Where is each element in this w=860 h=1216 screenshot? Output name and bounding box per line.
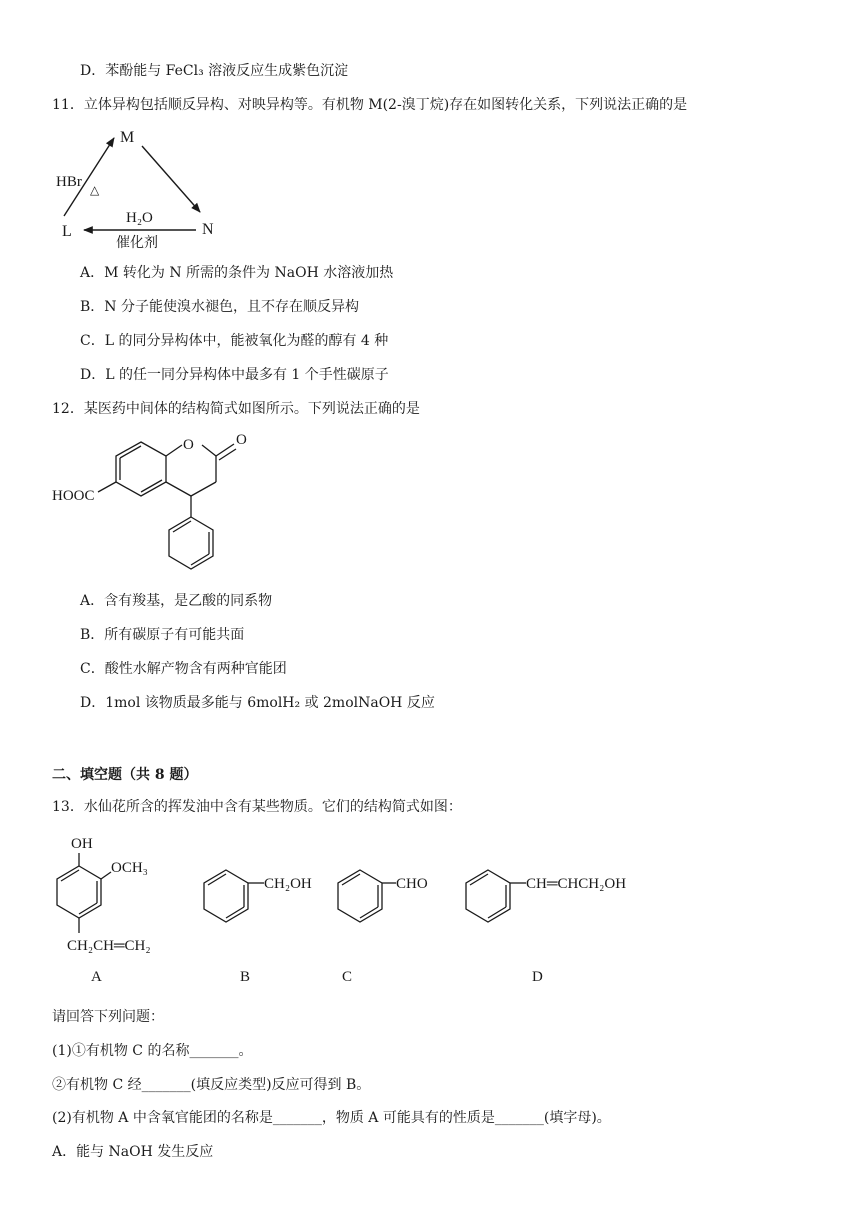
q12-structure <box>50 425 260 585</box>
q11-option-c: C．L 的同分异构体中，能被氧化为醛的醇有 4 种 <box>80 333 389 349</box>
ring-d <box>466 870 510 922</box>
q13-prompt: 请回答下列问题： <box>52 1009 164 1025</box>
q13-sub1b: ②有机物 C 经_______(填反应类型)反应可得到 B。 <box>52 1077 371 1093</box>
q13-structure-a <box>45 828 205 988</box>
q13-structure-b <box>198 858 338 988</box>
ch2oh-group: CH₂OH <box>264 876 312 892</box>
heat-symbol: △ <box>90 183 100 197</box>
ring-b <box>204 870 248 922</box>
cho-group: CHO <box>396 876 428 892</box>
label-d: D <box>532 969 543 985</box>
q13-option-a: A．能与 NaOH 发生反应 <box>52 1144 214 1160</box>
allyl-chain: CH₂CH═CH₂ <box>67 938 151 954</box>
reagent-catalyst: 催化剂 <box>116 236 158 251</box>
q11-stem: 11．立体异构包括顺反异构、对映异构等。有机物 M(2-溴丁烷)存在如图转化关系，下列说法正确的是 <box>52 97 688 113</box>
oh-group: OH <box>71 836 93 852</box>
q11-option-a: A．M 转化为 N 所需的条件为 NaOH 水溶液加热 <box>80 265 394 281</box>
q13-sub2: (2)有机物 A 中含氧官能团的名称是_______，物质 A 可能具有的性质是_______(填字母)。 <box>52 1110 611 1126</box>
node-n: N <box>202 221 214 238</box>
q12-option-c: C．酸性水解产物含有两种官能团 <box>80 661 287 677</box>
reagent-hbr: HBr <box>56 174 82 190</box>
q10-option-d: D．苯酚能与 FeCl₃ 溶液反应生成紫色沉淀 <box>80 63 349 79</box>
label-a: A <box>91 969 102 985</box>
ring-c <box>338 870 382 922</box>
q12-option-b: B．所有碳原子有可能共面 <box>80 627 245 643</box>
section-title: 二、填空题（共 8 题） <box>52 767 198 783</box>
keto-oxygen: O <box>236 432 247 448</box>
node-m: M <box>120 129 135 146</box>
q13-structure-c <box>332 858 452 988</box>
node-l: L <box>62 223 72 240</box>
q13-structure-d <box>460 858 660 988</box>
cinnamyl-group: CH═CHCH₂OH <box>526 876 627 892</box>
q11-option-b: B．N 分子能使溴水褪色，且不存在顺反异构 <box>80 299 359 315</box>
label-c: C <box>342 969 353 985</box>
benzo-ring <box>116 442 166 496</box>
q12-stem: 12．某医药中间体的结构简式如图所示。下列说法正确的是 <box>52 401 420 417</box>
q13-stem: 13．水仙花所含的挥发油中含有某些物质。它们的结构简式如图： <box>52 799 462 815</box>
q11-conversion-diagram <box>50 120 230 252</box>
arrow-m-to-n <box>142 146 200 212</box>
phenyl-ring <box>169 517 213 569</box>
q12-option-a: A．含有羧基，是乙酸的同系物 <box>80 593 273 609</box>
ring-a <box>57 866 101 918</box>
q12-option-d: D．1mol 该物质最多能与 6molH₂ 或 2molNaOH 反应 <box>80 695 435 711</box>
reagent-h2o: H₂O <box>126 210 153 226</box>
label-b: B <box>240 969 251 985</box>
hooc-group: HOOC <box>52 488 95 504</box>
q13-sub1a: (1)①有机物 C 的名称_______。 <box>52 1043 253 1059</box>
q11-option-d: D．L 的任一同分异构体中最多有 1 个手性碳原子 <box>80 367 389 383</box>
och3-group: OCH₃ <box>111 860 148 876</box>
ring-oxygen: O <box>183 437 194 453</box>
